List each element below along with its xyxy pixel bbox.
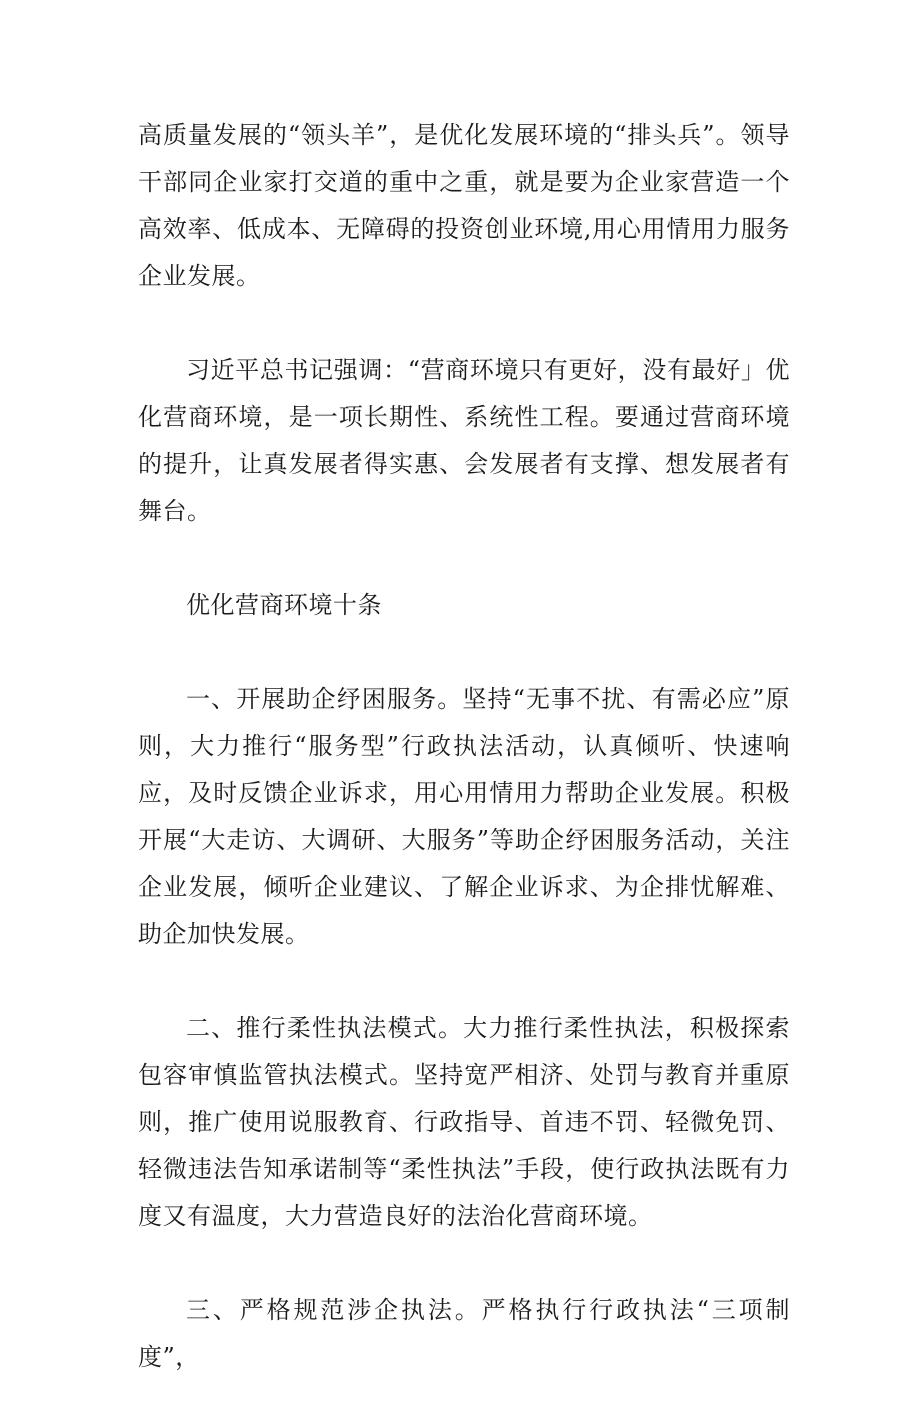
paragraph-item-2: 二、推行柔性执法模式。大力推行柔性执法，积极探索包容审慎监管执法模式。坚持宽严相济、处罚与教育并重原则，推广使用说服教育、行政指导、首违不罚、轻微免罚、轻微违法告知承诺制等“柔性执法”手段，使行政执法既有力度又有温度，大力营造良好的法治化营商环境。 [138, 1014, 790, 1230]
paragraph-item-3: 三、严格规范涉企执法。严格执行行政执法“三项制度”， [138, 1296, 790, 1371]
paragraph-xi-quote: 习近平总书记强调：“营商环境只有更好，没有最好」优化营商环境，是一项长期性、系统性工程。要通过营商环境的提升，让真发展者得实惠、会发展者有支撑、想发展者有舞台。 [138, 356, 790, 525]
paragraph-item-1: 一、开展助企纾困服务。坚持“无事不扰、有需必应”原则，大力推行“服务型”行政执法活动，认真倾听、快速响应，及时反馈企业诉求，用心用情用力帮助企业发展。积极开展“大走访、大调研、大服务”等助企纾困服务活动，关注企业发展，倾听企业建议、了解企业诉求、为企排忧解难、助企加快发展。 [138, 685, 790, 948]
paragraph-intro-continued: 高质量发展的“领头羊”，是优化发展环境的“排头兵”。领导干部同企业家打交道的重中之重，就是要为企业家营造一个高效率、低成本、无障碍的投资创业环境,用心用情用力服务企业发展。 [138, 121, 790, 290]
document-body [138, 112, 790, 1428]
section-heading: 优化营商环境十条 [186, 591, 382, 619]
